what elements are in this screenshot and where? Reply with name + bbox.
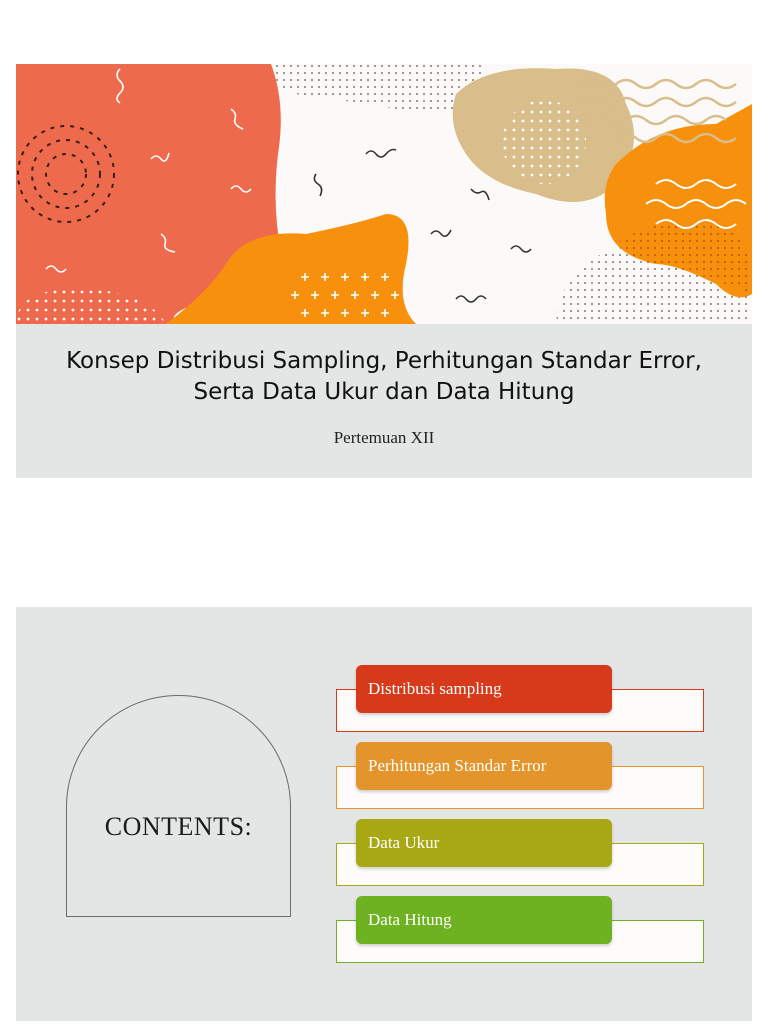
title-slide	[16, 64, 752, 478]
slide-subtitle: Pertemuan XII	[333, 428, 435, 447]
contents-item-data-hitung	[336, 896, 704, 960]
contents-heading: CONTENTS:	[104, 812, 253, 841]
abstract-shapes-illustration	[16, 64, 752, 324]
contents-slide	[16, 607, 752, 1021]
arch-frame	[66, 695, 291, 917]
slide-title: Konsep Distribusi Sampling, Perhitungan Standar Error, Serta Data Ukur dan Data Hitung	[66, 348, 702, 405]
item-pill: Data Hitung	[356, 896, 612, 944]
contents-item-distribusi-sampling	[336, 665, 704, 729]
item-pill: Distribusi sampling	[356, 665, 612, 713]
decorative-banner	[16, 64, 752, 324]
contents-item-standar-error	[336, 742, 704, 806]
contents-item-data-ukur	[336, 819, 704, 883]
item-pill: Data Ukur	[356, 819, 612, 867]
item-pill: Perhitungan Standar Error	[356, 742, 612, 790]
